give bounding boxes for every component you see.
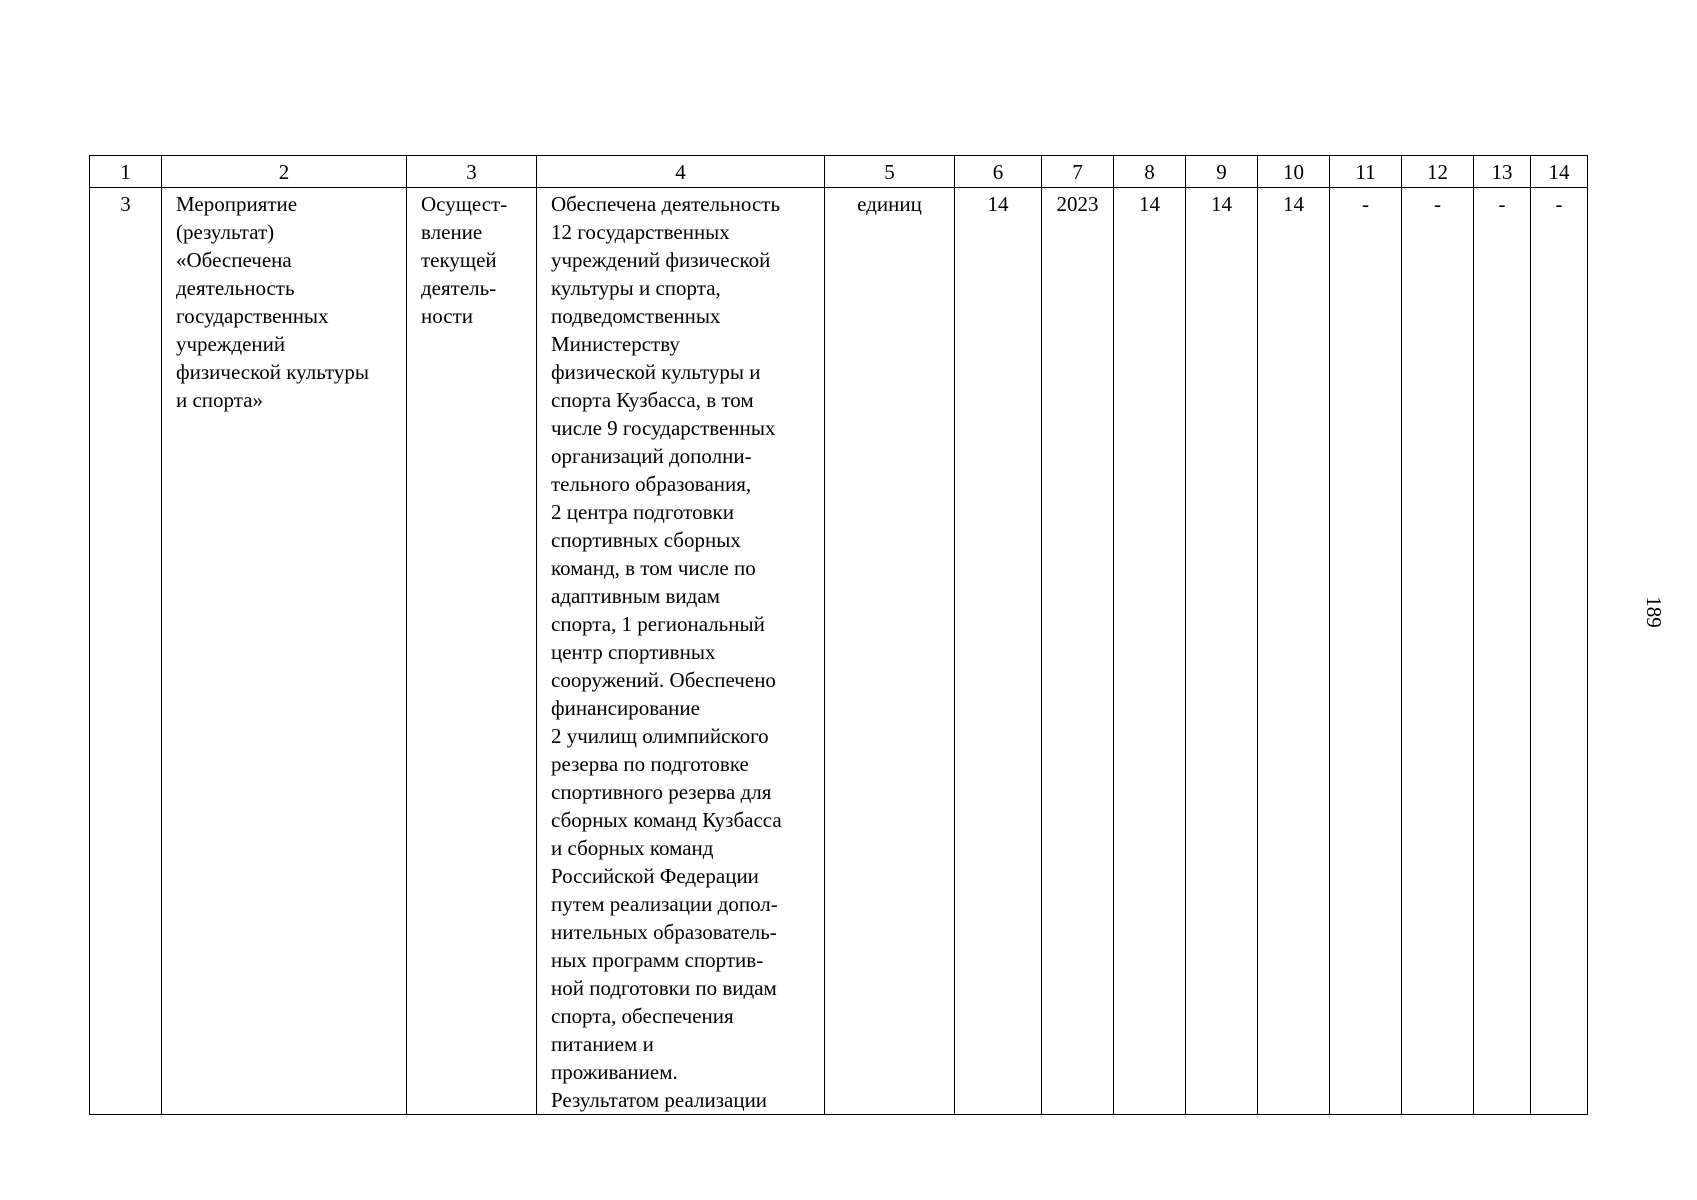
header-cell-13: 13 <box>1474 156 1531 188</box>
header-cell-5: 5 <box>825 156 955 188</box>
header-cell-6: 6 <box>955 156 1042 188</box>
measure-description: Обеспечена деятельность 12 государственных учреждений физической культуры и спорта, подведомственных Министерству физической культуры и спорта Кузбасса, в том числе 9 государственных организаций дополни- тельного образования, 2 центра подготовки спортивных сборных команд, в том числе по адаптивным видам спорта, 1 региональный центр спортивных сооружений. Обеспечено финансирование 2 училищ олимпийского резерва по подготовке спортивного резерва для сборных команд Кузбасса и сборных команд Российской Федерации путем реализации допол- нительных образователь- ных программ спортив- ной подготовки по видам спорта, обеспечения питанием и проживанием. Результатом реализации <box>537 188 825 1115</box>
value-cell-10: 14 <box>1258 188 1330 1115</box>
measure-type: Осущест- вление текущей деятель- ности <box>407 188 537 1115</box>
header-cell-14: 14 <box>1531 156 1588 188</box>
value-cell-13: - <box>1474 188 1531 1115</box>
value-cell-14: - <box>1531 188 1588 1115</box>
base-year-cell: 2023 <box>1042 188 1114 1115</box>
header-cell-9: 9 <box>1186 156 1258 188</box>
value-cell-11: - <box>1330 188 1402 1115</box>
measure-name: Мероприятие (результат) «Обеспечена деятельность государственных учреждений физической культуры и спорта» <box>162 188 407 1115</box>
value-cell-12: - <box>1402 188 1474 1115</box>
base-value-cell: 14 <box>955 188 1042 1115</box>
header-cell-8: 8 <box>1114 156 1186 188</box>
page-number: 189 <box>1641 596 1666 628</box>
value-cell-9: 14 <box>1186 188 1258 1115</box>
table-row <box>90 188 1588 1115</box>
row-number: 3 <box>90 188 162 1115</box>
value-cell-8: 14 <box>1114 188 1186 1115</box>
header-cell-3: 3 <box>407 156 537 188</box>
header-cell-4: 4 <box>537 156 825 188</box>
header-cell-7: 7 <box>1042 156 1114 188</box>
header-cell-12: 12 <box>1402 156 1474 188</box>
program-table <box>89 155 1588 1115</box>
header-cell-11: 11 <box>1330 156 1402 188</box>
header-cell-2: 2 <box>162 156 407 188</box>
unit-cell: единиц <box>825 188 955 1115</box>
header-cell-10: 10 <box>1258 156 1330 188</box>
header-row <box>90 156 1588 188</box>
header-cell-1: 1 <box>90 156 162 188</box>
